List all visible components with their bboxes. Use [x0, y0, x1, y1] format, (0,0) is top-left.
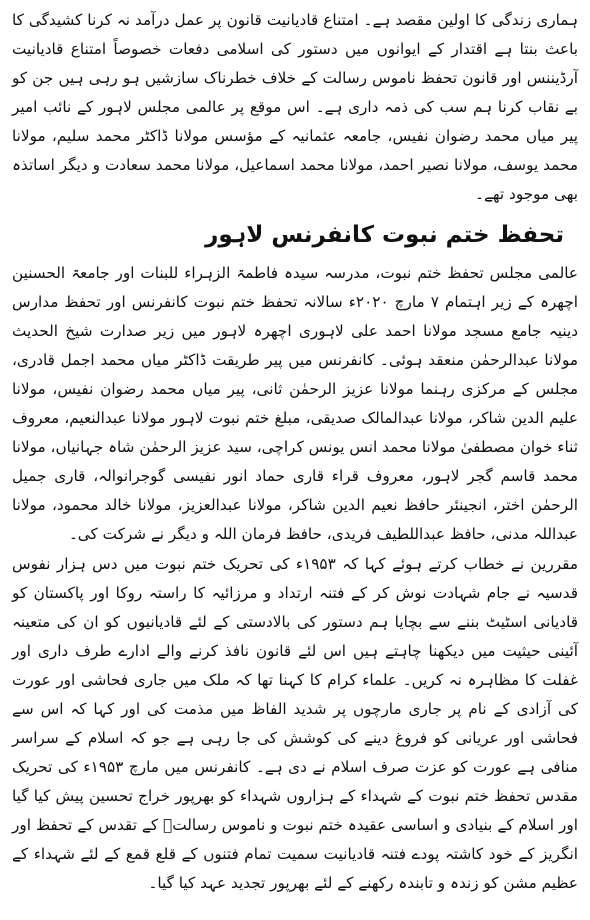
conference-paragraph: عالمی مجلس تحفظ ختم نبوت، مدرسہ سیدہ فاطمۃ الزہراء للبنات اور جامعۃ الحسنین اچھرہ کے زیر اہتمام ۷ مارچ ۲۰۲۰ء سالانہ تحفظ ختم نبوت کانفرنس اور تحفظ مدارس دینیہ جامع مسجد مولانا احمد علی لاہوری اچھرہ لاہور میں زیر صدارت شیخ الحدیث مولانا عبدالرحمٰن منعقد ہوئی۔ کانفرنس میں پیر طریقت ڈاکٹر میاں محمد اجمل قادری، مجلس کے مرکزی رہنما مولانا عزیز الرحمٰن ثانی، پیر میاں محمد رضوان نفیس، مولانا علیم الدین شاکر، مولانا عبدالمالک صدیقی، مبلغ ختم نبوت لاہور مولانا عبدالنعیم، معروف ثناء خوان مصطفیٰ مولانا محمد انس یونس کراچی، سید عزیز الرحمٰن شاہ جہانیاں، مولانا محمد قاسم گجر لاہور، معروف قراء قاری حماد انور نفیسی گوجرانوالہ، قاری جمیل الرحمٰن اختر، انجینئر حافظ نعیم الدین شاکر، مولانا عبدالعزیز، مولانا خالد محمود، مولانا عبداللہ مدنی، حافظ عبداللطیف فریدی، حافظ فرمان اللہ و دیگر نے شرکت کی۔	[12, 263, 579, 543]
intro-paragraph: ہماری زندگی کا اولین مقصد ہے۔ امتناع قادیانیت قانون پر عمل درآمد نہ کرنا کشیدگی کا باعث بنتا ہے اقتدار کے ایوانوں میں دستور کی اسلامی دفعات خصوصاً امتناع قادیانیت آرڈیننس اور قانون تحفظ ناموس رسالت کے خلاف خطرناک سازشیں ہو رہی ہیں جن کو بے نقاب کرنا ہم سب کی ذمہ داری ہے۔ اس موقع پر عالمی مجلس لاہور کے نائب امیر پیر میاں محمد رضوان نفیس، جامعہ عثمانیہ کے مؤسس مولانا ڈاکٹر محمد سلیم، مولانا محمد یوسف، مولانا نصیر احمد، مولانا محمد اسماعیل، مولانا محمد سعادت و دیگر اساتذہ بھی موجود تھے۔	[12, 11, 578, 203]
speakers-paragraph: مقررین نے خطاب کرتے ہوئے کہا کہ ۱۹۵۳ء کی تحریک ختم نبوت میں دس ہزار نفوس قدسیہ نے جام شہادت نوش کر کے فتنہ ارتداد و مرزائیہ کا راستہ روکا اور پاکستان کو قادیانی اسٹیٹ بننے سے بچایا ہم دستور کی بالادستی کے لئے قادیانیوں کو ان کی متعینہ آئینی حیثیت میں دیکھنا چاہتے ہیں اس لئے قانون نافذ کرنے والے ادارے طرف داری اور غفلت کا مظاہرہ نہ کریں۔ علماء کرام کا کہنا تھا کہ ملک میں جاری فحاشی اور عورت کی آزادی کے نام پر جاری مارچوں پر شدید الفاظ میں مذمت کی اور کہا کہ اس سے فحاشی اور عریانی کو فروغ دینے کی کوشش کی جا رہی ہے جو کہ اسلام کے سراسر منافی ہے عورت کو عزت صرف اسلام نے دی ہے۔ کانفرنس میں مارچ ۱۹۵۳ء کی تحریک مقدس تحفظ ختم نبوت کے شہداء کے ہزاروں شہداء کو بھرپور خراج تحسین پیش کیا گیا اور اسلام کے بنیادی و اساسی عقیدہ ختم نبوت و ناموس رسالتؐ کے تقدس کے تحفظ اور انگریز کے خود کاشتہ پودے فتنہ قادیانیت سمیت تمام فتنوں کے قلع قمع کے لئے شہداء کے عظیم مشن کو زندہ و تابندہ رکھنے کے لئے بھرپور تجدید عہد کیا گیا۔	[12, 555, 578, 893]
section-heading: تحفظ ختم نبوت کانفرنس لاہور	[205, 221, 564, 248]
